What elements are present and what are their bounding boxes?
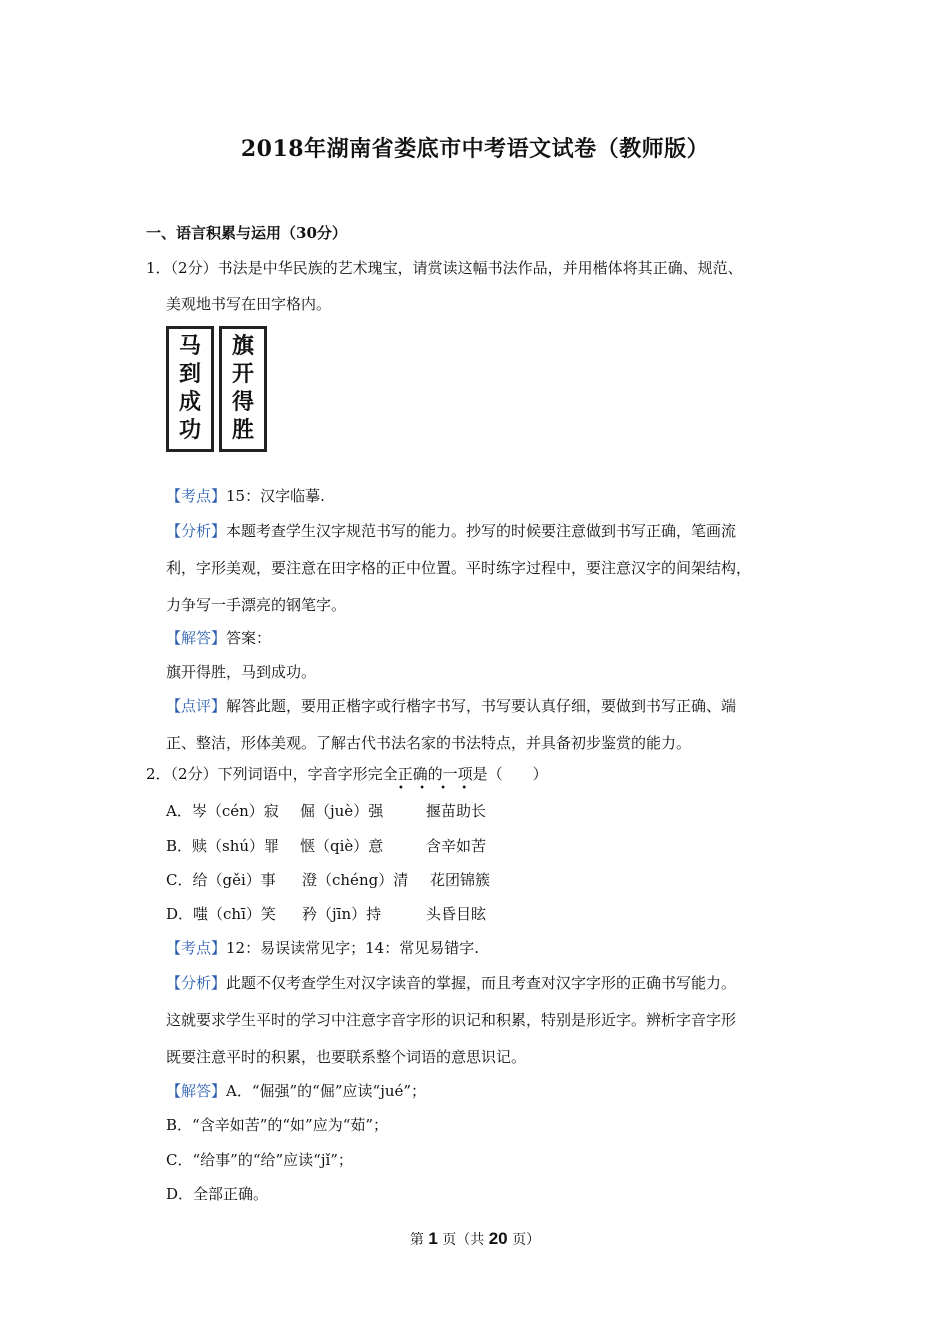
calligraphy-char: 开 xyxy=(231,361,254,387)
option-part: 倔（juè）强 xyxy=(300,802,384,820)
q2-fenxi-line1 xyxy=(166,973,736,993)
kaodian-text: 12：易误读常见字；14：常见易错字. xyxy=(226,939,479,957)
q2-option-c xyxy=(166,870,490,890)
q1-jieda xyxy=(166,628,271,648)
footer-text: 页（共 xyxy=(437,1232,489,1248)
calligraphy-char: 得 xyxy=(231,389,254,415)
calligraphy-char: 胜 xyxy=(231,417,254,443)
calligraphy-char: 旗 xyxy=(231,333,254,359)
q2-jieda-line3: C．“给事”的“给”应读“jǐ”； xyxy=(166,1151,353,1169)
q2-fenxi-line2: 这就要求学生平时的学习中注意字音字形的识记和积累，特别是形近字。辨析字音字形 xyxy=(166,1011,737,1029)
footer-text: 页） xyxy=(507,1232,541,1248)
fenxi-text: 此题不仅考查学生对汉字读音的掌握，而且考查对汉字字形的正确书写能力。 xyxy=(226,974,737,992)
kaodian-text: 15：汉字临摹. xyxy=(226,487,325,505)
q1-fenxi-line3: 力争写一手漂亮的钢笔字。 xyxy=(166,596,347,614)
footer-text: 第 xyxy=(409,1232,429,1248)
jieda-text: A．“倔强”的“倔”应读“jué”； xyxy=(226,1082,427,1100)
fenxi-tag: 【分析】 xyxy=(166,522,227,540)
option-part: A．岑（cén）寂 xyxy=(166,802,279,820)
calligraphy-scroll-left xyxy=(166,326,214,452)
calligraphy-char: 功 xyxy=(178,417,201,443)
option-part: 含辛如苦 xyxy=(426,837,487,855)
q1-stem-line2: 美观地书写在田字格内。 xyxy=(166,295,332,313)
section-heading: 一、语言积累与运用（30分） xyxy=(146,224,347,242)
q2-jieda-line2: B．“含辛如苦”的“如”应为“茹”； xyxy=(166,1116,389,1134)
option-part: C．给（gěi）事 xyxy=(166,871,276,889)
kaodian-tag: 【考点】 xyxy=(166,487,227,505)
calligraphy-scroll-right xyxy=(219,326,267,452)
q1-dianping-line2: 正、整洁，形体美观。了解古代书法名家的书法特点，并具备初步鉴赏的能力。 xyxy=(166,734,692,752)
q1-stem-line1: 1．（2分）书法是中华民族的艺术瑰宝，请赏读这幅书法作品，并用楷体将其正确、规范、 xyxy=(146,259,743,277)
q1-answer: 旗开得胜，马到成功。 xyxy=(166,663,317,681)
option-part: 揠苗助长 xyxy=(426,802,487,820)
calligraphy-char: 成 xyxy=(178,389,201,415)
option-part: 惬（qiè）意 xyxy=(300,837,384,855)
option-part: 澄（chéng）清 xyxy=(302,871,409,889)
q2-option-b xyxy=(166,836,486,856)
jieda-tag: 【解答】 xyxy=(166,1082,227,1100)
emphasis-dots: • • • • xyxy=(398,783,474,794)
q2-option-a xyxy=(166,801,486,821)
q1-fenxi-line2: 利，字形美观，要注意在田字格的正中位置。平时练字过程中，要注意汉字的间架结构， xyxy=(166,559,752,577)
page-number: 1 xyxy=(428,1229,438,1248)
option-part: 矜（jīn）持 xyxy=(302,905,382,923)
dianping-text: 解答此题，要用正楷字或行楷字书写，书写要认真仔细，要做到书写正确、端 xyxy=(226,697,737,715)
page-total: 20 xyxy=(488,1229,508,1248)
page-title: 2018年湖南省娄底市中考语文试卷（教师版） xyxy=(240,136,710,162)
jieda-tag: 【解答】 xyxy=(166,629,227,647)
q2-kaodian xyxy=(166,938,479,958)
jieda-text: 答案： xyxy=(226,629,272,647)
q2-jieda-line4: D．全部正确。 xyxy=(166,1185,269,1203)
calligraphy-char: 到 xyxy=(178,361,201,387)
q2-jieda-line1 xyxy=(166,1081,426,1101)
option-part: D．嗤（chī）笑 xyxy=(166,905,276,923)
q1-kaodian xyxy=(166,486,325,506)
option-part: 花团锦簇 xyxy=(430,871,491,889)
q1-fenxi-line1 xyxy=(166,521,736,541)
page-footer xyxy=(0,1229,950,1249)
q2-fenxi-line3: 既要注意平时的积累，也要联系整个词语的意思识记。 xyxy=(166,1048,527,1066)
dianping-tag: 【点评】 xyxy=(166,697,227,715)
fenxi-tag: 【分析】 xyxy=(166,974,227,992)
q2-option-d xyxy=(166,904,486,924)
fenxi-text: 本题考查学生汉字规范书写的能力。抄写的时候要注意做到书写正确，笔画流 xyxy=(226,522,737,540)
option-part: B．赎（shú）罪 xyxy=(166,837,280,855)
option-part: 头昏目眩 xyxy=(426,905,487,923)
kaodian-tag: 【考点】 xyxy=(166,939,227,957)
q2-stem: 2．（2分）下列词语中，字音字形完全正确的一项是（ ） xyxy=(146,765,548,783)
calligraphy-char: 马 xyxy=(178,333,201,359)
q1-dianping-line1 xyxy=(166,696,736,716)
